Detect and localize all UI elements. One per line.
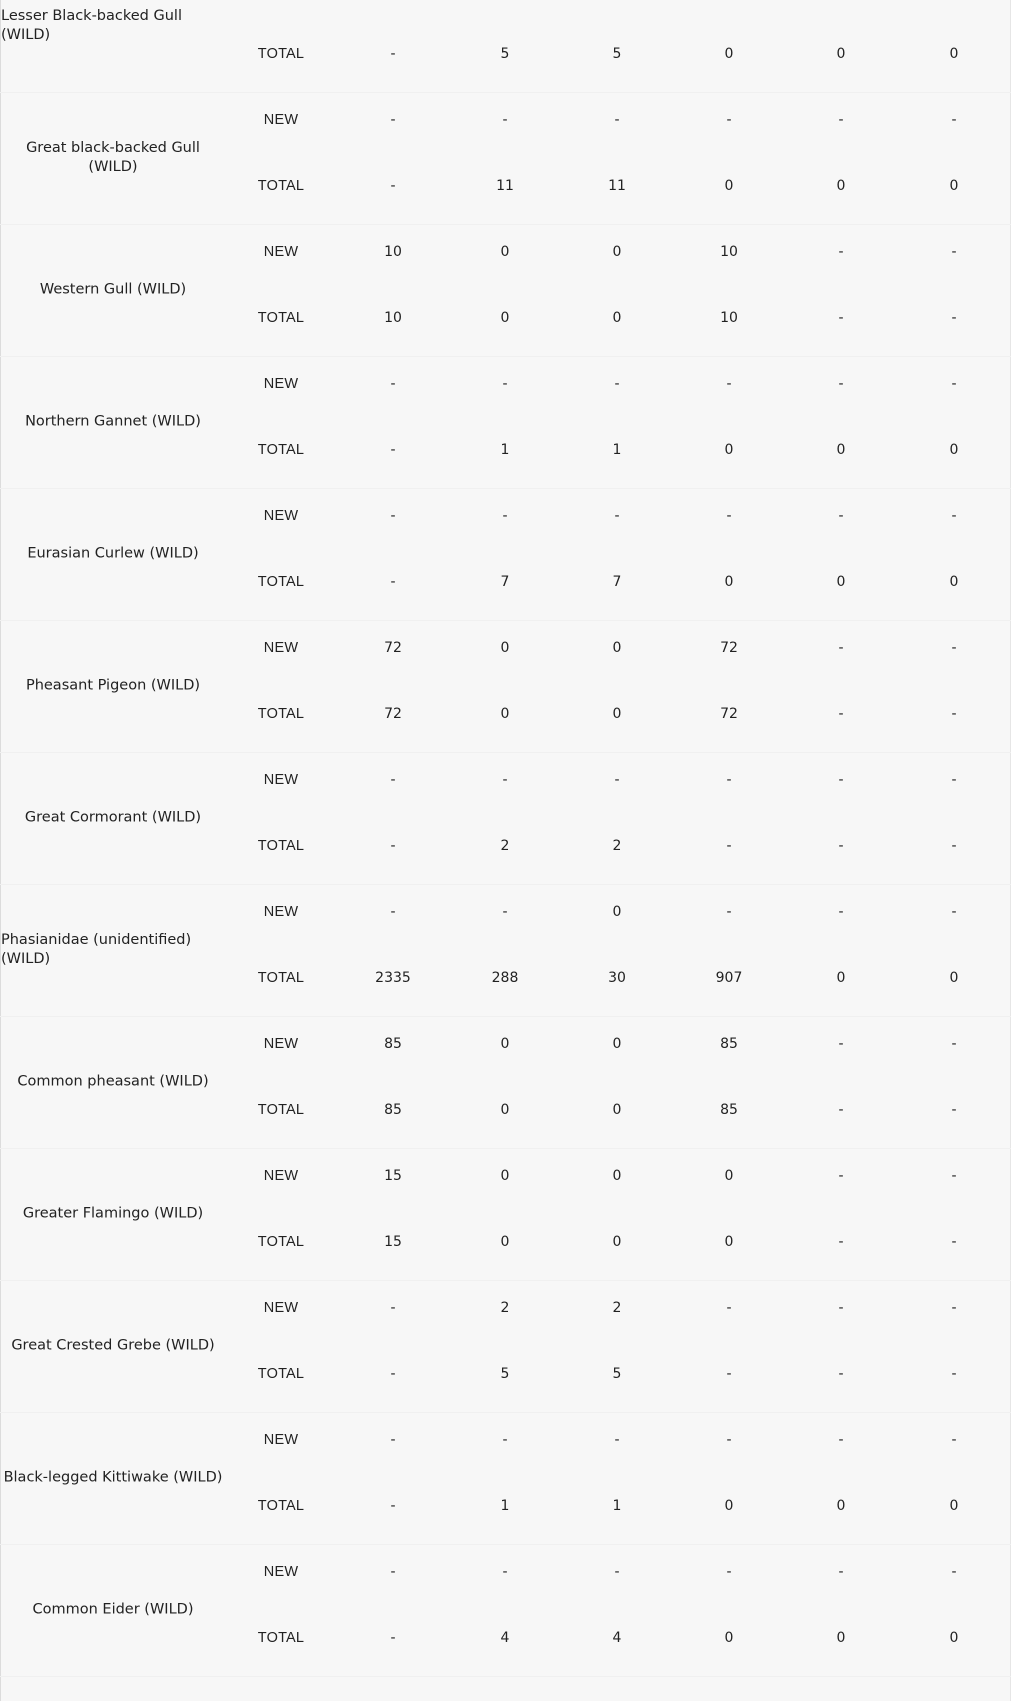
total-sub-row — [0, 836, 1011, 856]
total-value-col-5: - — [838, 838, 844, 854]
total-value-col-1: - — [390, 574, 396, 590]
total-value-col-6: - — [951, 310, 957, 326]
total-value-col-3: 7 — [612, 574, 622, 590]
new-value-col-2: - — [502, 1564, 508, 1580]
total-value-col-4: 0 — [724, 178, 734, 194]
new-value-col-1: - — [390, 508, 396, 524]
new-sub-row — [0, 1298, 1011, 1318]
new-value-col-1: - — [390, 1300, 396, 1316]
total-value-col-2: 288 — [491, 970, 519, 986]
total-value-col-5: 0 — [836, 1630, 846, 1646]
new-value-col-4: - — [726, 904, 732, 920]
new-value-col-5: - — [838, 772, 844, 788]
new-value-col-2: 2 — [500, 1300, 510, 1316]
new-value-col-3: 0 — [612, 904, 622, 920]
new-value-col-3: - — [614, 376, 620, 392]
species-name: Great Cormorant (WILD) — [24, 809, 202, 826]
total-value-col-3: 0 — [612, 1234, 622, 1250]
total-value-col-4: 0 — [724, 442, 734, 458]
new-value-col-5: - — [838, 112, 844, 128]
new-value-col-5: - — [838, 904, 844, 920]
species-name: Great black-backed Gull (WILD) — [26, 140, 200, 175]
species-name: Lesser Black-backed Gull (WILD) — [1, 8, 182, 43]
total-value-col-2: 1 — [500, 1498, 510, 1514]
new-value-col-5: - — [838, 376, 844, 392]
new-sub-row — [0, 1034, 1011, 1054]
new-value-col-4: - — [726, 1564, 732, 1580]
species-name: Common Eider (WILD) — [32, 1601, 194, 1618]
total-row-type-label: TOTAL — [257, 838, 305, 854]
total-value-col-1: - — [390, 1366, 396, 1382]
new-row-type-label: NEW — [263, 1168, 299, 1184]
total-value-col-6: 0 — [949, 178, 959, 194]
species-row — [0, 356, 1011, 489]
total-sub-row — [0, 1100, 1011, 1120]
new-value-col-3: 0 — [612, 1168, 622, 1184]
total-row-type-label: TOTAL — [257, 46, 305, 62]
total-sub-row — [0, 1364, 1011, 1384]
total-value-col-6: 0 — [949, 442, 959, 458]
total-value-col-5: 0 — [836, 574, 846, 590]
new-value-col-4: 0 — [724, 1168, 734, 1184]
total-value-col-2: 11 — [496, 178, 514, 194]
new-value-col-1: - — [390, 1432, 396, 1448]
new-value-col-6: - — [951, 904, 957, 920]
total-value-col-1: 2335 — [375, 970, 411, 986]
new-row-type-label: NEW — [263, 112, 299, 128]
total-row-type-label: TOTAL — [257, 574, 305, 590]
total-value-col-1: - — [390, 178, 396, 194]
new-row-type-label: NEW — [263, 640, 299, 656]
new-value-col-1: - — [390, 376, 396, 392]
new-sub-row — [0, 770, 1011, 790]
total-value-col-6: 0 — [949, 46, 959, 62]
new-value-col-6: - — [951, 112, 957, 128]
new-value-col-2: 0 — [500, 244, 510, 260]
total-value-col-2: 0 — [500, 310, 510, 326]
total-sub-row — [0, 704, 1011, 724]
total-sub-row — [0, 176, 1011, 196]
new-value-col-3: 2 — [612, 1300, 622, 1316]
new-sub-row — [0, 242, 1011, 262]
new-row-type-label: NEW — [263, 1036, 299, 1052]
total-value-col-2: 0 — [500, 1102, 510, 1118]
new-value-col-3: - — [614, 1564, 620, 1580]
total-value-col-3: 5 — [612, 46, 622, 62]
total-value-col-4: 10 — [720, 310, 738, 326]
total-value-col-5: - — [838, 706, 844, 722]
total-value-col-5: - — [838, 1234, 844, 1250]
total-value-col-5: 0 — [836, 1498, 846, 1514]
total-value-col-1: - — [390, 1498, 396, 1514]
new-value-col-3: 0 — [612, 640, 622, 656]
new-row-type-label: NEW — [263, 1432, 299, 1448]
total-value-col-3: 0 — [612, 310, 622, 326]
new-value-col-2: - — [502, 508, 508, 524]
new-value-col-2: - — [502, 1432, 508, 1448]
total-value-col-1: 10 — [384, 310, 402, 326]
total-sub-row — [0, 572, 1011, 592]
new-sub-row — [0, 638, 1011, 658]
total-row-type-label: TOTAL — [257, 1366, 305, 1382]
total-value-col-5: - — [838, 310, 844, 326]
new-value-col-3: 0 — [612, 1036, 622, 1052]
species-row — [0, 1280, 1011, 1413]
new-value-col-5: - — [838, 640, 844, 656]
new-value-col-1: - — [390, 112, 396, 128]
total-value-col-6: - — [951, 838, 957, 854]
species-name: Northern Gannet (WILD) — [25, 413, 201, 430]
new-value-col-4: - — [726, 376, 732, 392]
total-value-col-3: 1 — [612, 442, 622, 458]
new-value-col-4: 10 — [720, 244, 738, 260]
total-row-type-label: TOTAL — [257, 706, 305, 722]
total-sub-row — [0, 1628, 1011, 1648]
total-value-col-3: 30 — [608, 970, 626, 986]
total-value-col-4: - — [726, 1366, 732, 1382]
total-value-col-5: - — [838, 1366, 844, 1382]
new-value-col-2: 0 — [500, 1036, 510, 1052]
total-value-col-5: 0 — [836, 46, 846, 62]
total-value-col-6: - — [951, 1102, 957, 1118]
total-value-col-4: 72 — [720, 706, 738, 722]
new-value-col-6: - — [951, 1300, 957, 1316]
new-value-col-4: - — [726, 1300, 732, 1316]
new-row-type-label: NEW — [263, 1300, 299, 1316]
total-value-col-5: 0 — [836, 442, 846, 458]
new-value-col-3: 0 — [612, 244, 622, 260]
new-sub-row — [0, 1562, 1011, 1582]
total-value-col-1: 72 — [384, 706, 402, 722]
new-value-col-5: - — [838, 1432, 844, 1448]
new-value-col-4: 85 — [720, 1036, 738, 1052]
new-row-type-label: NEW — [263, 508, 299, 524]
species-row — [0, 92, 1011, 225]
new-value-col-6: - — [951, 508, 957, 524]
new-value-col-1: 85 — [384, 1036, 402, 1052]
total-value-col-1: 85 — [384, 1102, 402, 1118]
new-value-col-6: - — [951, 640, 957, 656]
total-value-col-2: 5 — [500, 46, 510, 62]
total-value-col-4: 0 — [724, 1234, 734, 1250]
total-value-col-3: 1 — [612, 1498, 622, 1514]
total-value-col-4: - — [726, 838, 732, 854]
new-value-col-5: - — [838, 508, 844, 524]
new-value-col-1: - — [390, 1564, 396, 1580]
new-value-col-6: - — [951, 244, 957, 260]
total-sub-row — [0, 308, 1011, 328]
new-value-col-4: - — [726, 1432, 732, 1448]
new-value-col-2: - — [502, 112, 508, 128]
total-value-col-5: 0 — [836, 970, 846, 986]
total-row-type-label: TOTAL — [257, 442, 305, 458]
total-value-col-4: 0 — [724, 1630, 734, 1646]
new-sub-row — [0, 902, 1011, 922]
total-value-col-2: 1 — [500, 442, 510, 458]
total-value-col-1: - — [390, 442, 396, 458]
total-value-col-4: 0 — [724, 574, 734, 590]
new-value-col-2: 0 — [500, 1168, 510, 1184]
new-value-col-4: 72 — [720, 640, 738, 656]
species-row — [0, 620, 1011, 753]
total-value-col-2: 7 — [500, 574, 510, 590]
species-row — [0, 224, 1011, 357]
new-value-col-5: - — [838, 1036, 844, 1052]
new-value-col-5: - — [838, 1168, 844, 1184]
new-value-col-1: - — [390, 772, 396, 788]
total-value-col-6: 0 — [949, 1498, 959, 1514]
new-value-col-3: - — [614, 772, 620, 788]
new-value-col-4: - — [726, 508, 732, 524]
total-value-col-3: 5 — [612, 1366, 622, 1382]
total-row-type-label: TOTAL — [257, 1630, 305, 1646]
total-value-col-4: 85 — [720, 1102, 738, 1118]
species-row — [0, 1412, 1011, 1545]
total-value-col-3: 2 — [612, 838, 622, 854]
new-row-type-label: NEW — [263, 772, 299, 788]
new-sub-row — [0, 506, 1011, 526]
new-value-col-6: - — [951, 1564, 957, 1580]
total-value-col-5: - — [838, 1102, 844, 1118]
total-row-type-label: TOTAL — [257, 970, 305, 986]
new-value-col-1: 72 — [384, 640, 402, 656]
species-name: Black-legged Kittiwake (WILD) — [3, 1469, 223, 1486]
new-value-col-5: - — [838, 1300, 844, 1316]
total-value-col-1: - — [390, 838, 396, 854]
new-value-col-4: - — [726, 772, 732, 788]
new-value-col-6: - — [951, 772, 957, 788]
new-value-col-6: - — [951, 1168, 957, 1184]
new-value-col-6: - — [951, 1036, 957, 1052]
species-name: Great Crested Grebe (WILD) — [11, 1337, 215, 1354]
total-value-col-2: 0 — [500, 706, 510, 722]
total-value-col-6: - — [951, 1234, 957, 1250]
species-row — [0, 752, 1011, 885]
total-row-type-label: TOTAL — [257, 1102, 305, 1118]
new-value-col-2: 0 — [500, 640, 510, 656]
total-value-col-6: 0 — [949, 970, 959, 986]
total-value-col-4: 0 — [724, 46, 734, 62]
total-value-col-2: 0 — [500, 1234, 510, 1250]
new-value-col-4: - — [726, 112, 732, 128]
total-value-col-2: 4 — [500, 1630, 510, 1646]
total-value-col-4: 0 — [724, 1498, 734, 1514]
total-value-col-6: - — [951, 1366, 957, 1382]
total-value-col-3: 11 — [608, 178, 626, 194]
total-value-col-1: - — [390, 46, 396, 62]
new-value-col-1: - — [390, 904, 396, 920]
new-value-col-2: - — [502, 376, 508, 392]
total-value-col-3: 0 — [612, 706, 622, 722]
total-sub-row — [0, 44, 1011, 64]
total-value-col-6: 0 — [949, 1630, 959, 1646]
total-value-col-3: 4 — [612, 1630, 622, 1646]
new-sub-row — [0, 1166, 1011, 1186]
new-sub-row — [0, 374, 1011, 394]
new-value-col-3: - — [614, 1432, 620, 1448]
total-sub-row — [0, 1496, 1011, 1516]
species-row — [0, 1148, 1011, 1281]
new-value-col-6: - — [951, 1432, 957, 1448]
total-value-col-2: 2 — [500, 838, 510, 854]
new-value-col-6: - — [951, 376, 957, 392]
total-row-type-label: TOTAL — [257, 178, 305, 194]
new-value-col-3: - — [614, 112, 620, 128]
total-sub-row — [0, 968, 1011, 988]
new-row-type-label: NEW — [263, 244, 299, 260]
new-value-col-3: - — [614, 508, 620, 524]
new-sub-row — [0, 110, 1011, 130]
total-value-col-6: - — [951, 706, 957, 722]
total-value-col-1: 15 — [384, 1234, 402, 1250]
total-value-col-5: 0 — [836, 178, 846, 194]
total-value-col-3: 0 — [612, 1102, 622, 1118]
species-name: Pheasant Pigeon (WILD) — [25, 677, 201, 694]
species-row — [0, 884, 1011, 1017]
species-name: Common pheasant (WILD) — [17, 1073, 209, 1090]
total-value-col-2: 5 — [500, 1366, 510, 1382]
species-row — [0, 1016, 1011, 1149]
total-value-col-4: 907 — [715, 970, 743, 986]
total-row-type-label: TOTAL — [257, 1234, 305, 1250]
species-name: Eurasian Curlew (WILD) — [27, 545, 199, 562]
new-sub-row — [0, 1430, 1011, 1450]
total-row-type-label: TOTAL — [257, 1498, 305, 1514]
total-value-col-1: - — [390, 1630, 396, 1646]
total-row-type-label: TOTAL — [257, 310, 305, 326]
new-row-type-label: NEW — [263, 376, 299, 392]
total-sub-row — [0, 1232, 1011, 1252]
species-name: Phasianidae (unidentified) (WILD) — [1, 932, 192, 967]
new-value-col-5: - — [838, 1564, 844, 1580]
new-row-type-label: NEW — [263, 904, 299, 920]
total-sub-row — [0, 440, 1011, 460]
total-value-col-6: 0 — [949, 574, 959, 590]
new-value-col-5: - — [838, 244, 844, 260]
species-row — [0, 1544, 1011, 1677]
new-value-col-2: - — [502, 904, 508, 920]
species-row — [0, 0, 1011, 93]
species-row — [0, 488, 1011, 621]
new-value-col-1: 15 — [384, 1168, 402, 1184]
new-value-col-2: - — [502, 772, 508, 788]
new-row-type-label: NEW — [263, 1564, 299, 1580]
species-name: Greater Flamingo (WILD) — [22, 1205, 204, 1222]
species-name: Western Gull (WILD) — [39, 281, 187, 298]
new-value-col-1: 10 — [384, 244, 402, 260]
